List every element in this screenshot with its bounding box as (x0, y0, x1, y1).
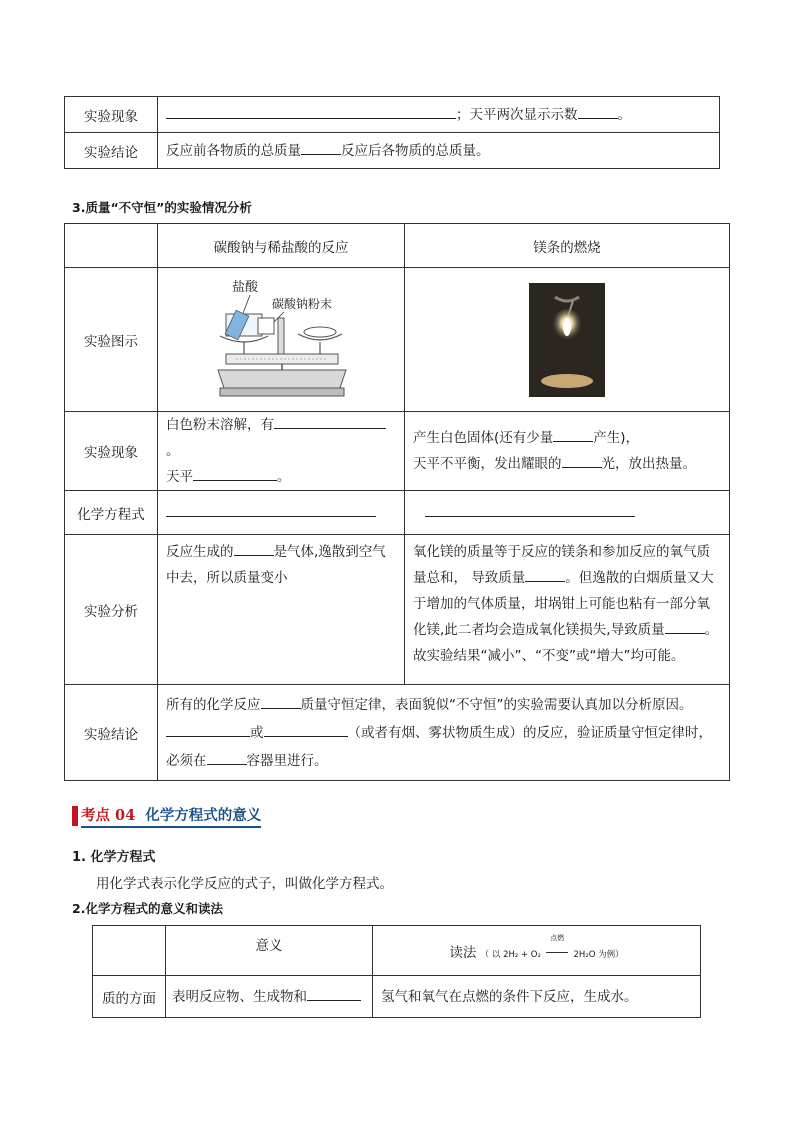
equation-blank (425, 502, 635, 517)
row-label: 实验现象 (65, 412, 158, 491)
fill-blank (274, 414, 386, 429)
reaction-arrow: 点燃 (545, 945, 569, 961)
magnesium-burning-photo (529, 283, 605, 397)
empty-header-cell (65, 224, 158, 268)
column-header: 镁条的燃烧 (405, 224, 730, 268)
fill-blank (307, 986, 361, 1001)
row-content: ；天平两次显示示数 。 (158, 97, 720, 133)
cell-content (405, 491, 730, 535)
empty-header-cell (93, 926, 166, 976)
row-label: 化学方程式 (65, 491, 158, 535)
row-content: 反应前各物质的总质量 反应后各物质的总质量。 (158, 133, 720, 169)
equation-blank (166, 502, 376, 517)
cell-content: 反应生成的 是气体,逸散到空气 中去，所以质量变小 (158, 535, 405, 685)
fill-blank (166, 104, 456, 119)
cell-content (158, 491, 405, 535)
acid-label: 盐酸 (232, 279, 259, 295)
fill-blank (264, 722, 348, 737)
row-label: 实验分析 (65, 535, 158, 685)
cell-content: 产生白色固体(还有少量 产生)， 天平不平衡，发出耀眼的 光，放出热量。 (405, 412, 730, 491)
kaodian-code: 考点 04 (81, 807, 136, 824)
row-label: 实验现象 (65, 97, 158, 133)
row-label: 实验图示 (65, 268, 158, 412)
fill-blank (166, 722, 250, 737)
kaodian-heading (72, 804, 261, 828)
balance-experiment-figure (206, 276, 356, 404)
column-header: 读法 （ 以 2H₂ + O₂ 点燃 2H₂O 为例） (373, 926, 701, 976)
kaodian-title: 化学方程式的意义 (145, 807, 262, 824)
cell-content: 白色粉末溶解，有。 天平 。 (158, 412, 405, 491)
fill-blank (301, 140, 341, 155)
powder-label: 碳酸钠粉末 (272, 296, 333, 311)
fill-blank (207, 750, 247, 765)
fill-blank (525, 567, 565, 582)
fill-blank (562, 453, 602, 468)
phenomenon-conclusion-table (64, 96, 720, 169)
section-heading: 1. 化学方程式 (72, 850, 156, 865)
section-heading: 2.化学方程式的意义和读法 (72, 901, 223, 916)
cell-content: 表明反应物、生成物和 (166, 976, 373, 1018)
fill-blank (261, 694, 301, 709)
heading-accent-bar (72, 806, 78, 826)
section-heading: 3.质量“不守恒”的实验情况分析 (72, 200, 252, 215)
mass-analysis-table (64, 223, 730, 781)
fill-blank (193, 466, 277, 481)
fill-blank (234, 541, 274, 556)
row-label: 质的方面 (93, 976, 166, 1018)
column-header: 意义 (166, 926, 373, 976)
fill-blank (553, 427, 593, 442)
cell-content: 所有的化学反应 质量守恒定律，表面貌似“不守恒”的实验需要认真加以分析原因。 或 （或者有烟、雾状物质生成）的反应，验证质量守恒定律时， 必须在 容器里进行。 (158, 685, 730, 781)
magnesium-photo-cell (405, 268, 730, 412)
cell-content: 氢气和氧气在点燃的条件下反应，生成水。 (373, 976, 701, 1018)
cell-content: 氧化镁的质量等于反应的镁条和参加反应的氧气质 量总和， 导致质量 。但逸散的白烟质量又大 于增加的气体质量，坩埚钳上可能也粘有一部分氧 化镁,此二者均会造成氧化镁损失,导致质量 。 故实验结果“减小”、“不变”或“增大”均可能。 (405, 535, 730, 685)
balance-figure-cell (158, 268, 405, 412)
fill-blank (578, 104, 618, 119)
row-label: 实验结论 (65, 685, 158, 781)
row-label: 实验结论 (65, 133, 158, 169)
equation-meaning-table (92, 925, 701, 1018)
definition-text: 用化学式表示化学反应的式子，叫做化学方程式。 (96, 876, 393, 892)
fill-blank (665, 619, 705, 634)
column-header: 碳酸钠与稀盐酸的反应 (158, 224, 405, 268)
